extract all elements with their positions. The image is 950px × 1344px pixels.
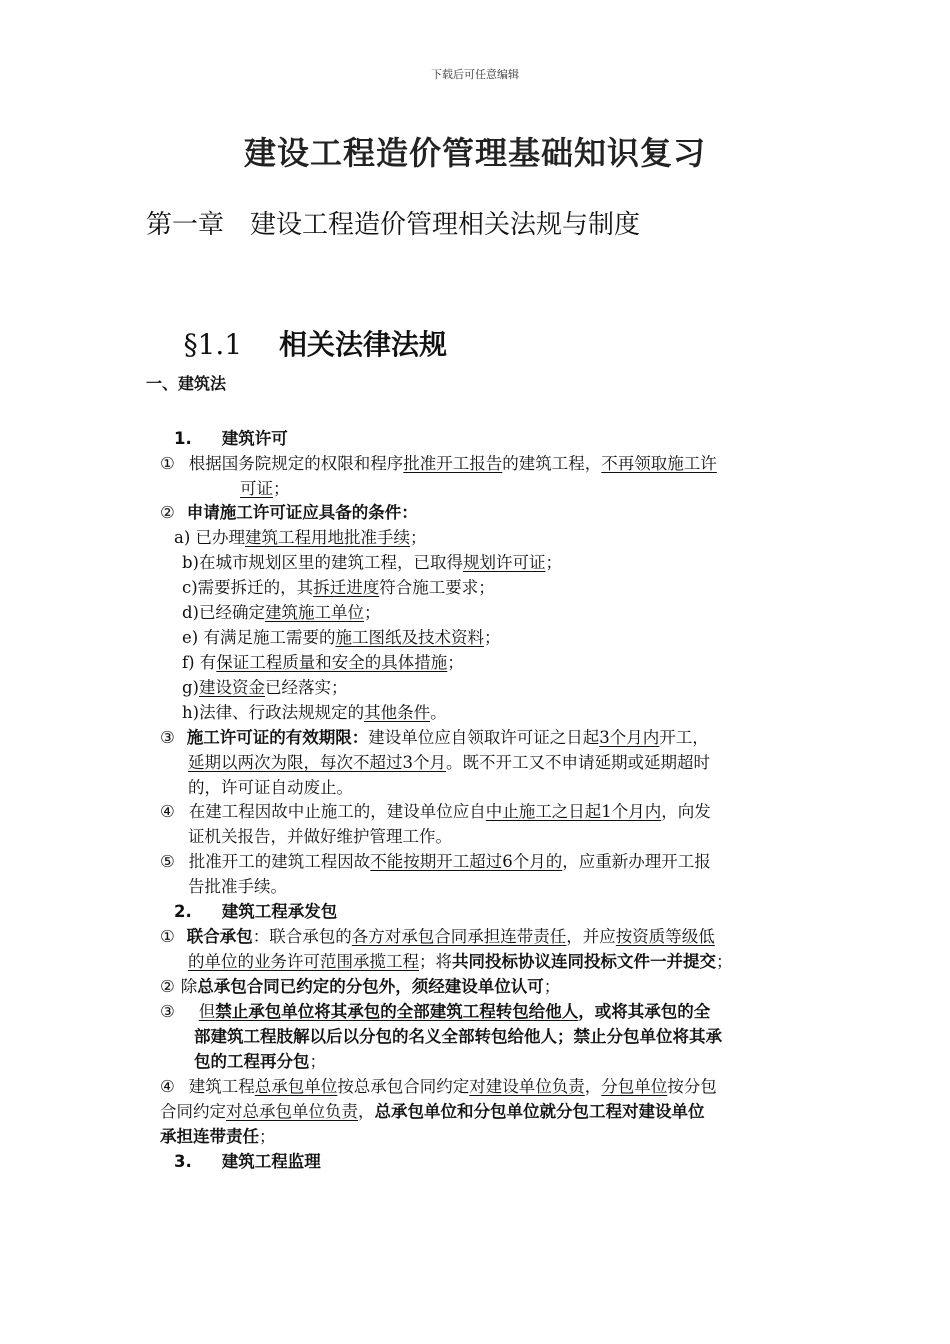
condition-item: h)法律、行政法规规定的其他条件。	[182, 703, 447, 722]
list-marker: ②	[160, 977, 175, 996]
subsection-heading	[174, 900, 337, 924]
condition-item: f) 有保证工程质量和安全的具体措施；	[182, 653, 464, 672]
condition-item: a) 已办理建筑工程用地批准手续；	[174, 528, 427, 547]
condition-item: d)已经确定建筑施工单位；	[182, 603, 381, 622]
condition-item: g)建设资金已经落实；	[182, 678, 348, 697]
chapter-heading: 第一章 建设工程造价管理相关法规与制度	[146, 210, 641, 240]
list-marker: ①	[160, 927, 175, 946]
list-item: ① 根据国务院规定的权限和程序批准开工报告的建筑工程，不再领取施工许	[160, 454, 717, 473]
list-item-continuation: 告批准手续。	[188, 877, 287, 896]
subsection-title: 建筑许可	[221, 429, 288, 448]
section-number: §1.1	[183, 328, 243, 361]
list-item: ② 申请施工许可证应具备的条件：	[160, 503, 418, 522]
subsection-heading	[174, 427, 288, 451]
list-marker: ⑤	[160, 852, 175, 871]
list-item-continuation: 承担连带责任；	[160, 1127, 276, 1146]
list-item: ④ 在建工程因故中止施工的，建设单位应自中止施工之日起1个月内，向发	[160, 802, 711, 821]
list-marker: ②	[160, 503, 175, 522]
list-item: ① 联合承包：联合承包的各方对承包合同承担连带责任，并应按资质等级低	[160, 927, 715, 946]
subsection-title: 建筑工程监理	[221, 1152, 321, 1171]
list-item-continuation: 合同约定对总承包单位负责，总承包单位和分包单位就分包工程对建设单位	[160, 1102, 705, 1121]
list-marker: ①	[160, 454, 175, 473]
list-item: ④ 建筑工程总承包单位按总承包合同约定对建设单位负责，分包单位按分包	[160, 1077, 717, 1096]
list-marker: ④	[160, 802, 175, 821]
list-marker: ④	[160, 1077, 175, 1096]
header-note: 下载后可任意编辑	[431, 68, 519, 81]
subsection-number: 1.	[174, 429, 192, 448]
list-item-continuation: 的单位的业务许可范围承揽工程；将共同投标协议连同投标文件一并提交；	[188, 952, 733, 971]
condition-item: b)在城市规划区里的建筑工程，已取得规划许可证；	[182, 553, 562, 572]
list-item: ③ 但禁止承包单位将其承包的全部建筑工程转包给他人，或将其承包的全	[160, 1002, 711, 1021]
list-item-continuation: 包的工程再分包；	[194, 1052, 326, 1071]
list-item-continuation: 可证；	[240, 479, 290, 498]
list-item-continuation: 的，许可证自动废止。	[188, 778, 353, 797]
condition-item: e) 有满足施工需要的施工图纸及技术资料；	[182, 628, 501, 647]
list-item-continuation: 延期以两次为限，每次不超过3个月。既不开工又不申请延期或延期超时	[188, 753, 710, 772]
part-heading: 一、建筑法	[146, 374, 227, 393]
list-item-continuation: 证机关报告，并做好维护管理工作。	[188, 827, 452, 846]
subsection-number: 2.	[174, 902, 192, 921]
section-title: 相关法律法规	[279, 328, 448, 361]
list-item: ② 除总承包合同已约定的分包外，须经建设单位认可；	[160, 977, 561, 996]
list-item: ⑤ 批准开工的建筑工程因故不能按期开工超过6个月的，应重新办理开工报	[160, 852, 711, 871]
document-title: 建设工程造价管理基础知识复习	[243, 134, 706, 172]
list-marker: ③	[160, 728, 175, 747]
list-item-continuation: 部建筑工程肢解以后以分包的名义全部转包给他人；禁止分包单位将其承	[194, 1027, 722, 1046]
subsection-title: 建筑工程承发包	[221, 902, 338, 921]
subsection-heading	[174, 1150, 321, 1174]
list-marker: ③	[160, 1002, 175, 1021]
list-item: ③ 施工许可证的有效期限：建设单位应自领取许可证之日起3个月内开工，	[160, 728, 709, 747]
subsection-number: 3.	[174, 1152, 192, 1171]
condition-item: c)需要拆迁的，其拆迁进度符合施工要求；	[182, 578, 495, 597]
